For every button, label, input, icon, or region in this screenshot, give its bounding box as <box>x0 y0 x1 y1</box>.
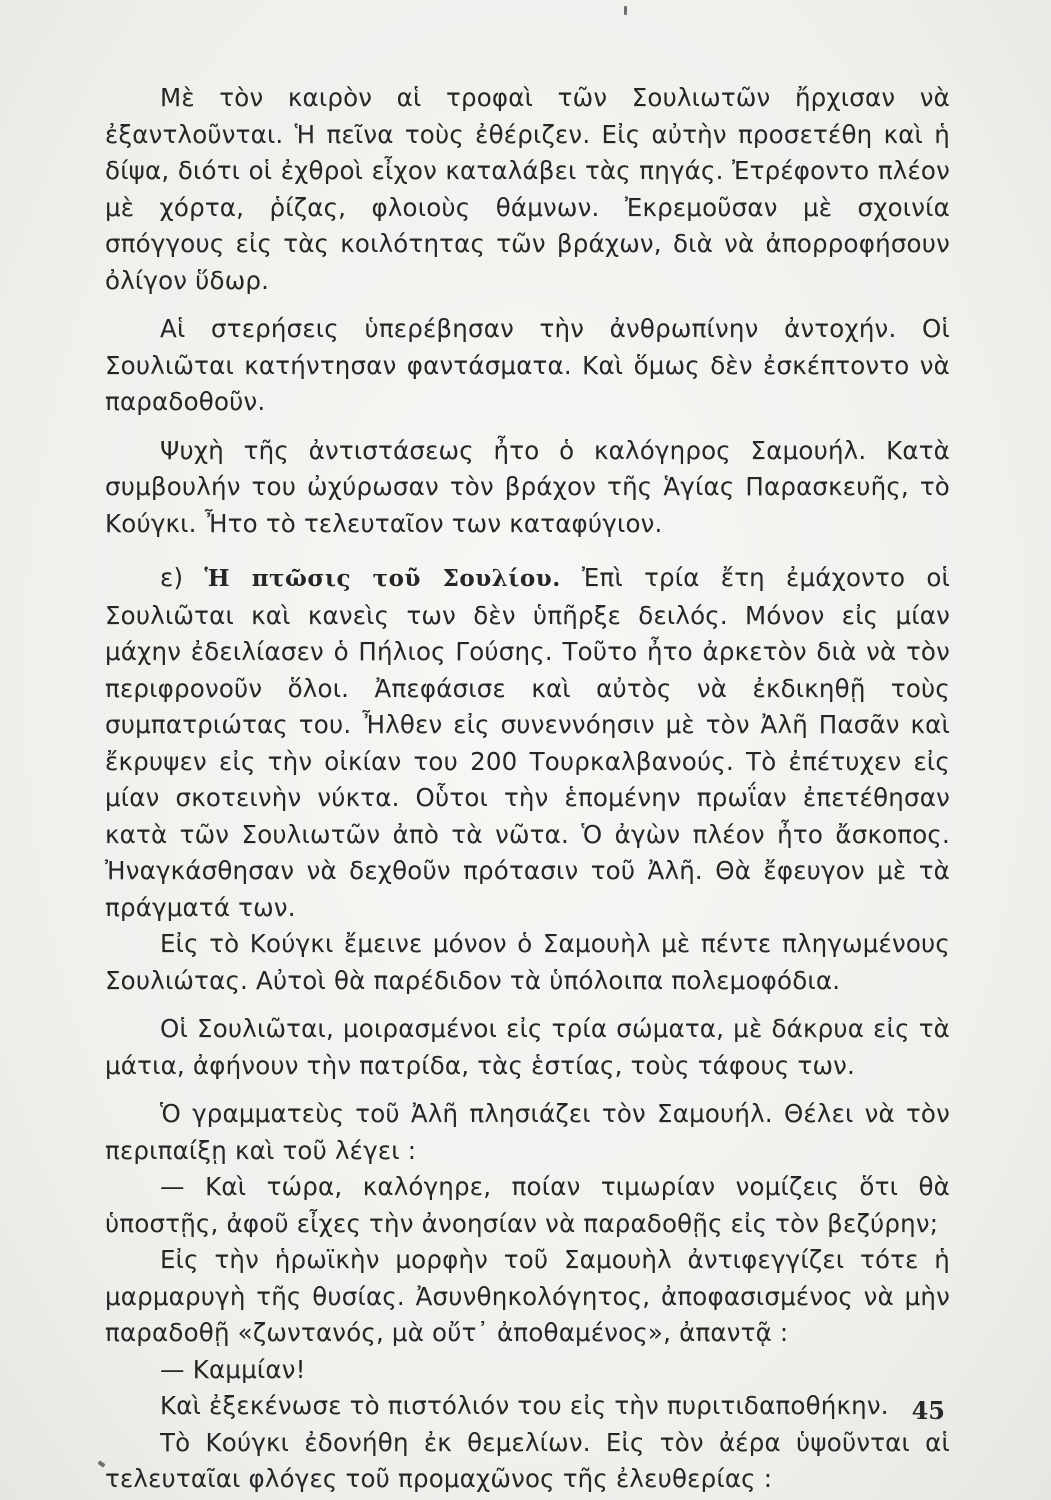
dialogue-line: — Καὶ τώρα, καλόγηρε, ποίαν τιμωρίαν νομίζεις ὅτι θὰ ὑποστῇς, ἀφοῦ εἶχες τὴν ἀνοησίαν νὰ παραδοθῇς εἰς τὸν βεζύρην; <box>105 1172 950 1238</box>
dialogue-line: — Καμμίαν! <box>160 1354 306 1384</box>
paragraph: Ὁ γραμματεὺς τοῦ Ἀλῆ πλησιάζει τὸν Σαμουήλ. Θέλει νὰ τὸν περιπαίξῃ καὶ τοῦ λέγει : <box>105 1099 950 1165</box>
paragraph: Οἱ Σουλιῶται, μοιρασμένοι εἰς τρία σώματα, μὲ δάκρυα εἰς τὰ μάτια, ἀφήνουν τὴν πατρίδα, τὰς ἑστίας, τοὺς τάφους των. <box>105 1014 950 1080</box>
section-heading: Ἡ πτῶσις τοῦ Σουλίου. <box>204 565 561 592</box>
paragraph: Ψυχὴ τῆς ἀντιστάσεως ἦτο ὁ καλόγηρος Σαμουήλ. Κατὰ συμβουλήν του ὠχύρωσαν τὸν βράχον τῆς Ἁγίας Παρασκευῆς, τὸ Κούγκι. Ἦτο τὸ τελευταῖον των καταφύγιον. <box>105 435 950 538</box>
section-paragraph <box>105 560 950 926</box>
section-text: Ἐπὶ τρία ἔτη ἐμάχοντο οἱ Σουλιῶται καὶ κανεὶς των δὲν ὑπῆρξε δειλός. Μόνον εἰς μίαν μάχην ἐδειλίασεν ὁ Πήλιος Γούσης. Τοῦτο ἦτο ἀρκετὸν διὰ νὰ τὸν περιφρονοῦν ὅλοι. Ἀπεφάσισε καὶ αὐτὸς νὰ ἐκδικηθῇ τοὺς συμπατριώτας του. Ἦλθεν εἰς συνεννόησιν μὲ τὸν Ἀλῆ Πασᾶν καὶ ἔκρυψεν εἰς τὴν οἰκίαν του 200 Τουρκαλβανούς. Τὸ ἐπέτυχεν εἰς μίαν σκοτεινὴν νύκτα. Οὗτοι τὴν ἑπομένην πρωΐαν ἐπετέθησαν κατὰ τῶν Σουλιωτῶν ἀπὸ τὰ νῶτα. Ὁ ἀγὼν πλέον ἦτο ἄσκοπος. Ἠναγκάσθησαν νὰ δεχθοῦν πρότασιν τοῦ Ἀλῆ. Θὰ ἔφευγον μὲ τὰ πράγματά των. <box>105 563 950 922</box>
section-label: ε) <box>160 563 184 592</box>
body-text <box>105 80 950 1498</box>
page-number: 45 <box>911 1396 945 1425</box>
ink-speck <box>624 6 627 15</box>
paragraph: Τὸ Κούγκι ἐδονήθη ἐκ θεμελίων. Εἰς τὸν ἀέρα ὑψοῦνται αἱ τελευταῖαι φλόγες τοῦ προμαχῶνος τῆς ἐλευθερίας : <box>105 1427 950 1493</box>
paragraph: Εἰς τὸ Κούγκι ἔμεινε μόνον ὁ Σαμουὴλ μὲ πέντε πληγωμένους Σουλιώτας. Αὐτοὶ θὰ παρέδιδον τὰ ὑπόλοιπα πολεμοφόδια. <box>105 929 950 995</box>
paragraph: Καὶ ἐξεκένωσε τὸ πιστόλιόν του εἰς τὴν πυριτιδαποθήκην. <box>160 1391 889 1420</box>
paragraph: Εἰς τὴν ἡρωϊκὴν μορφὴν τοῦ Σαμουὴλ ἀντιφεγγίζει τότε ἡ μαρμαρυγὴ τῆς θυσίας. Ἀσυνθηκολόγητος, ἀποφασισμένος νὰ μὴν παραδοθῇ «ζωντανός, μὰ οὔτ᾽ ἀποθαμένος», ἀπαντᾷ : <box>105 1245 950 1347</box>
paragraph: Αἱ στερήσεις ὑπερέβησαν τὴν ἀνθρωπίνην ἀντοχήν. Οἱ Σουλιῶται κατήντησαν φαντάσματα. Καὶ ὅμως δὲν ἐσκέπτοντο νὰ παραδοθοῦν. <box>105 314 950 416</box>
paragraph: Μὲ τὸν καιρὸν αἱ τροφαὶ τῶν Σουλιωτῶν ἤρχισαν νὰ ἐξαντλοῦνται. Ἡ πεῖνα τοὺς ἐθέριζεν. Εἰς αὐτὴν προσετέθη καὶ ἡ δίψα, διότι οἱ ἐχθροὶ εἶχον καταλάβει τὰς πηγάς. Ἐτρέφοντο πλέον μὲ χόρτα, ῥίζας, φλοιοὺς θάμνων. Ἐκρεμοῦσαν μὲ σχοινία σπόγγους εἰς τὰς κοιλότητας τῶν βράχων, διὰ νὰ ἀπορροφήσουν ὀλίγον ὕδωρ. <box>105 83 950 295</box>
